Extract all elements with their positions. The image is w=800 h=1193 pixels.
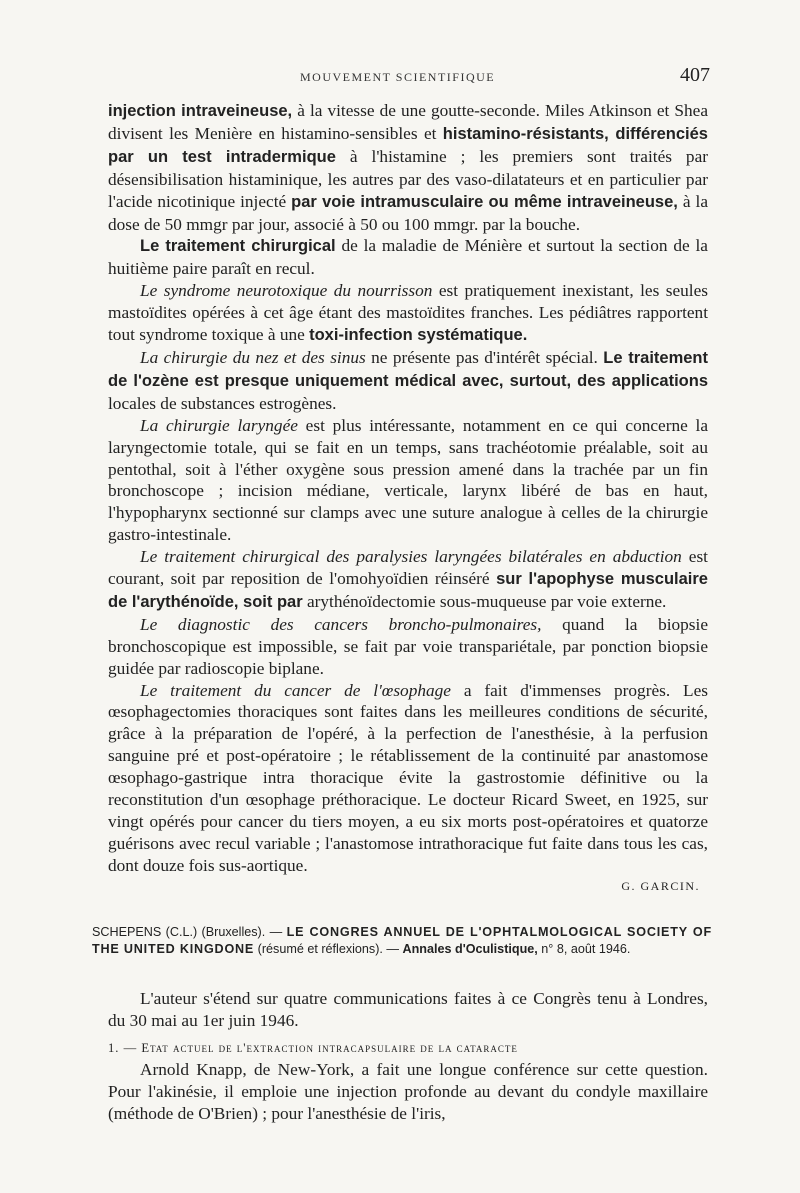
text-run: à l'histamine ; les premiers sont traités par désensibilisation histaminique, les autres par des vaso-dilatateurs et en particulier par l'acide nicotinique injecté bbox=[108, 146, 708, 211]
text-run: à la dose de 50 mmgr par jour, associé à 50 ou 100 mmgr. par la bouche. bbox=[108, 191, 708, 234]
paragraph bbox=[108, 347, 708, 415]
paragraph bbox=[108, 100, 708, 235]
bold-phrase: par voie intramusculaire ou même intraveineuse, bbox=[291, 192, 678, 211]
final-paragraph: Arnold Knapp, de New-York, a fait une longue conférence sur cette question. Pour l'akinésie, il emploie une injection profonde au devant du condyle maxillaire (méthode de O'Brien) ; pour l'anesthésie de l'iris, bbox=[108, 1060, 708, 1123]
bold-phrase: sur l'apophyse musculaire de l'arythénoïde, soit par bbox=[108, 570, 708, 611]
text-run: est plus intéressante, notamment en ce qui concerne la laryngectomie totale, qui se fait en un temps, sans trachéotomie préalable, soit au pentothal, soit à l'éther oxygène sous pression amené dans la trachée par un fin bronchoscope ; incision médiane, verticale, larynx libéré de bas en haut, l'hypopharynx sectionné sur clamps avec une suture analogue à celles de la chirurgie gastro-intestinale. bbox=[108, 415, 709, 545]
section-body bbox=[108, 1059, 708, 1125]
italic-phrase: La chirurgie du nez et des sinus bbox=[140, 347, 366, 367]
text-run: ne présente pas d'intérêt spécial. bbox=[365, 347, 604, 367]
italic-phrase: La chirurgie laryngée bbox=[140, 415, 298, 435]
reference-author: SCHEPENS (C.L.) bbox=[92, 925, 198, 939]
italic-phrase: Le traitement chirurgical des paralysies laryngées bilatérales en abduction bbox=[140, 547, 682, 567]
bold-phrase: injection intraveineuse, bbox=[108, 102, 293, 120]
text-run: à la vitesse de une goutte-seconde. Miles Atkinson et Shea divisent les Menière en histamino-sensibles et bbox=[108, 101, 708, 143]
paragraph bbox=[108, 614, 708, 680]
article-body bbox=[108, 100, 708, 894]
intro-paragraph: L'auteur s'étend sur quatre communications faites à ce Congrès tenu à Londres, du 30 mai au 1er juin 1946. bbox=[108, 989, 708, 1030]
page-header bbox=[100, 64, 710, 92]
paragraph bbox=[108, 415, 708, 546]
reference-title: LE CONGRES ANNUEL DE L'OPHTALMOLOGICAL SOCIETY OF THE UNITED KINGDONE bbox=[92, 925, 712, 956]
bold-phrase: Le traitement chirurgical bbox=[140, 237, 336, 256]
bold-phrase: histamino-résistants, différenciés par un test intradermique bbox=[108, 124, 708, 166]
italic-phrase: Le syndrome neurotoxique du nourrisson bbox=[140, 281, 433, 301]
text-run: a fait d'immenses progrès. Les œsophagectomies thoraciques sont faites dans les meilleures conditions de sécurité, grâce à la préparation de l'opéré, à la perfection de l'anesthésie, à la perfusion sanguine pré et post-opératoire ; le rétablissement de la continuité par anastomose œsophago-gastrique intra thoracique évite la gastrostomie définitive ou la reconstitution d'un œsophage préthoracique. Le docteur Ricard Sweet, en 1925, sur vingt opérés pour cancer du tiers moyen, a eu six morts post-opératoires et quatorze guérisons avec recul variable ; l'anastomose intrathoracique fut faite dans tous les cas, dont douze fois sus-aortique. bbox=[108, 680, 708, 875]
reference-city: (Bruxelles). — bbox=[197, 925, 287, 939]
text-run: arythénoïdectomie sous-muqueuse par voie externe. bbox=[302, 591, 667, 611]
paragraph bbox=[108, 546, 708, 614]
running-head: MOUVEMENT SCIENTIFIQUE bbox=[300, 70, 496, 84]
italic-phrase: Le traitement du cancer de l'œsophage bbox=[140, 680, 451, 700]
paragraph bbox=[108, 280, 708, 347]
reference-note: (résumé et réflexions). — bbox=[254, 942, 403, 956]
review-intro bbox=[108, 988, 708, 1032]
page-number: 407 bbox=[680, 64, 710, 86]
paragraph bbox=[108, 235, 708, 280]
reference-journal: Annales d'Oculistique, bbox=[402, 942, 538, 956]
text-run: est pratiquement inexistant, les seules mastoïdites opérées à cet âge étant des mastoïdites franches. Les pédiâtres rapportent tout syndrome toxique à une bbox=[108, 281, 708, 345]
text-run: est courant, soit par reposition de l'omohyoïdien réinséré bbox=[108, 547, 708, 589]
bold-phrase: Le traitement de l'ozène est presque uniquement médical avec, surtout, des applications bbox=[108, 348, 708, 390]
text-run: de la maladie de Ménière et surtout la section de la huitième paire paraît en recul. bbox=[108, 236, 708, 279]
section-title: 1. — Etat actuel de l'extraction intracapsulaire de la cataracte bbox=[108, 1041, 518, 1055]
paragraph bbox=[108, 680, 708, 877]
bold-phrase: toxi-infection systématique. bbox=[309, 326, 528, 345]
bibliographic-reference bbox=[92, 924, 712, 958]
reference-issue: n° 8, août 1946. bbox=[537, 942, 631, 956]
text-run: locales de substances estrogènes. bbox=[108, 393, 337, 413]
italic-phrase: Le diagnostic des cancers broncho-pulmonaires, bbox=[140, 614, 542, 634]
author-signature: G. GARCIN. bbox=[621, 878, 700, 893]
text-run: quand la biopsie bronchoscopique est impossible, se fait par voie transpariétale, par ponction biopsie guidée par radioscopie biplane. bbox=[108, 614, 708, 678]
